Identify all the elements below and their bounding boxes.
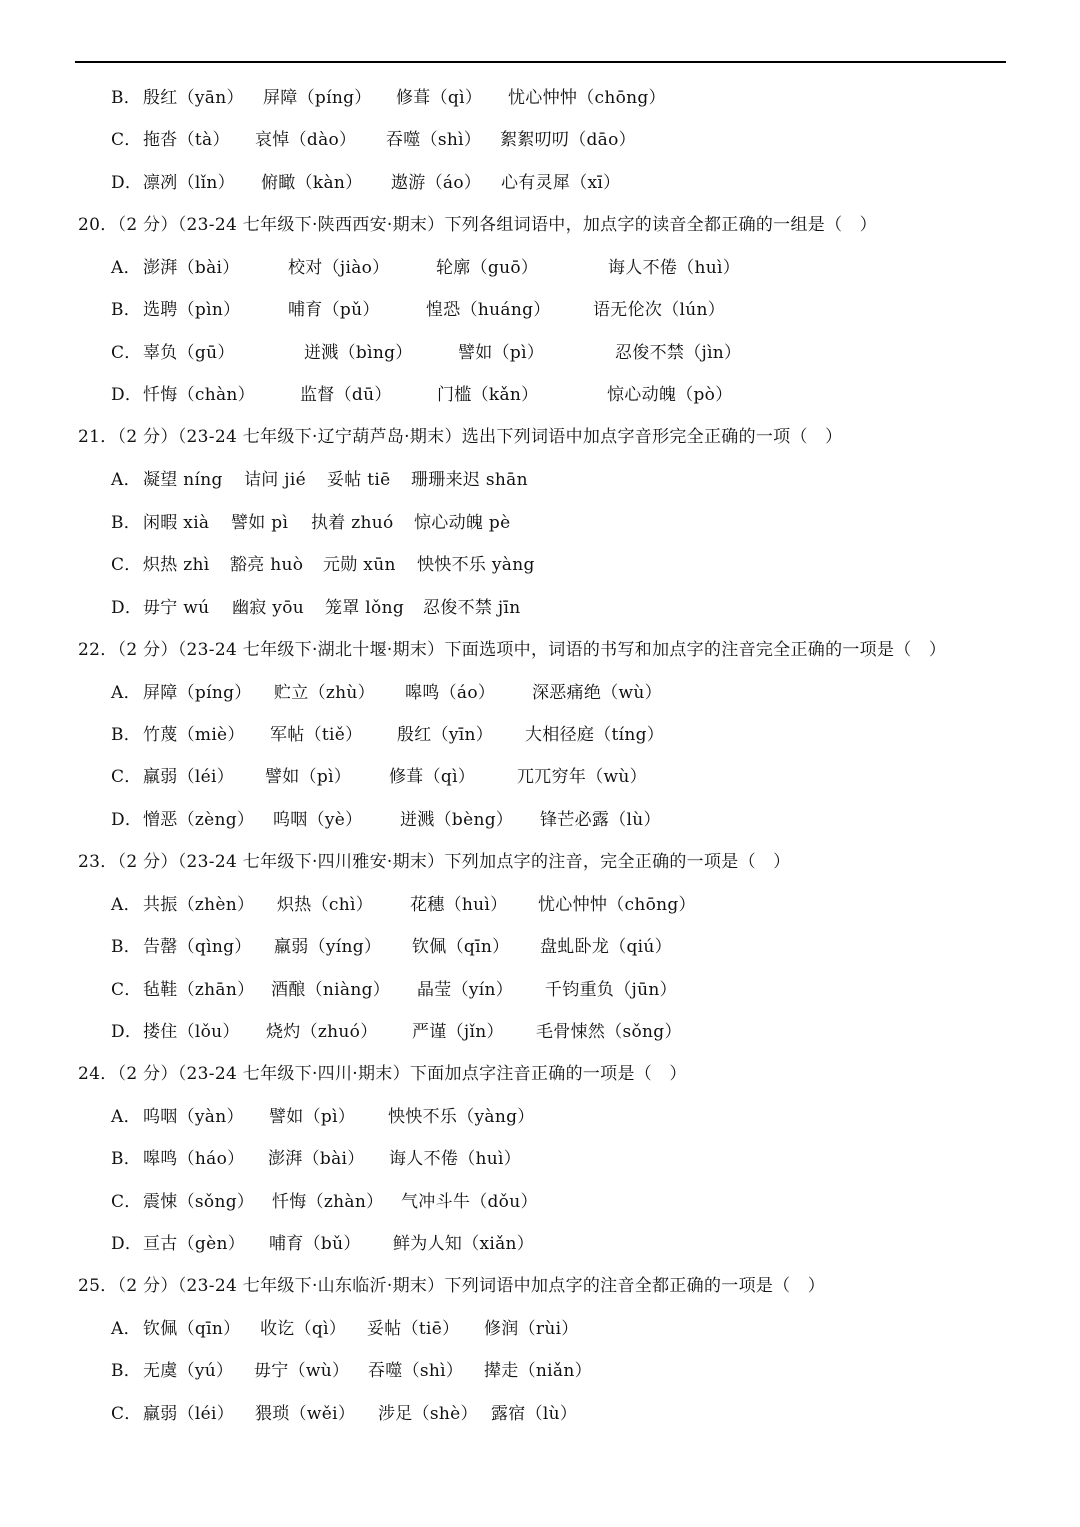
option-word: 鲜为人知（xiǎn） [393, 1234, 535, 1254]
option-row [111, 299, 725, 321]
option-word: 闲暇 xià [143, 513, 210, 533]
question-stem: 20．（2 分）（23-24 七年级下·陕西西安·期末）下列各组词语中，加点字的读音全都正确的一组是（ ） [78, 215, 877, 235]
option-word: 严谨（jǐn） [412, 1022, 504, 1042]
option-word: 诘问 jié [244, 470, 306, 490]
option-label: A． [111, 470, 141, 490]
option-row [111, 342, 741, 364]
option-word: 忍俊不禁（jìn） [615, 343, 742, 363]
option-word: 千钧重负（jūn） [545, 980, 677, 1000]
option-word: 哀悼（dào） [255, 130, 357, 150]
option-word: 炽热 zhì [143, 555, 210, 575]
option-row [111, 766, 647, 788]
option-label: A． [111, 1107, 141, 1127]
option-word: 忏悔（zhàn） [272, 1192, 384, 1212]
option-label: B． [111, 725, 142, 745]
option-row [111, 1360, 592, 1382]
option-word: 修润（rùi） [484, 1319, 579, 1339]
option-word: 花穗（huì） [410, 895, 508, 915]
option-word: 修葺（qì） [396, 88, 483, 108]
option-row [111, 129, 636, 151]
option-word: 屏障（píng） [143, 683, 252, 703]
option-row [111, 1403, 577, 1425]
option-row [111, 87, 666, 109]
option-row [111, 1233, 534, 1255]
option-label: C． [111, 1192, 142, 1212]
option-word: 惶恐（huáng） [426, 300, 551, 320]
option-word: 吞噬（shì） [386, 130, 482, 150]
option-word: 哺育（bǔ） [269, 1234, 361, 1254]
option-word: 羸弱（léi） [143, 1404, 235, 1424]
option-word: 猥琐（wěi） [255, 1404, 356, 1424]
option-word: 心有灵犀（xī） [501, 173, 621, 193]
option-word: 毋宁 wú [143, 598, 210, 618]
option-label: D． [111, 810, 143, 830]
option-word: 怏怏不乐 yàng [417, 555, 535, 575]
option-word: 毡鞋（zhān） [143, 980, 255, 1000]
option-word: 譬如（pì） [458, 343, 545, 363]
option-label: A． [111, 258, 141, 278]
option-word: 妥帖 tiē [327, 470, 391, 490]
option-word: 惊心动魄（pò） [607, 385, 733, 405]
question-stem: 25．（2 分）（23-24 七年级下·山东临沂·期末）下列词语中加点字的注音全都正确的一项是（ ） [78, 1276, 826, 1296]
option-word: 诲人不倦（huì） [608, 258, 741, 278]
option-word: 震悚（sǒng） [143, 1192, 255, 1212]
option-label: C． [111, 555, 142, 575]
option-word: 忍俊不禁 jīn [423, 598, 521, 618]
option-word: 钦佩（qīn） [412, 937, 510, 957]
option-word: 门槛（kǎn） [437, 385, 539, 405]
option-label: D． [111, 598, 143, 618]
option-word: 涉足（shè） [378, 1404, 478, 1424]
option-row [111, 172, 620, 194]
option-label: B． [111, 1149, 142, 1169]
option-label: B． [111, 1361, 142, 1381]
option-word: 监督（dū） [300, 385, 392, 405]
option-row [111, 979, 677, 1001]
option-word: 元勋 xūn [323, 555, 396, 575]
option-label: A． [111, 683, 141, 703]
option-word: 诲人不倦（huì） [389, 1149, 522, 1169]
option-word: 告罄（qìng） [143, 937, 252, 957]
option-row [111, 724, 664, 746]
option-word: 执着 zhuó [311, 513, 394, 533]
option-label: D． [111, 1234, 143, 1254]
option-word: 搂住（lǒu） [143, 1022, 240, 1042]
option-word: 俯瞰（kàn） [261, 173, 363, 193]
option-word: 澎湃（bài） [143, 258, 240, 278]
option-row [111, 554, 535, 576]
option-word: 迸溅（bèng） [400, 810, 514, 830]
option-word: 无虞（yú） [143, 1361, 234, 1381]
option-word: 大相径庭（tíng） [525, 725, 665, 745]
option-word: 凝望 níng [143, 470, 223, 490]
option-word: 盘虬卧龙（qiú） [540, 937, 672, 957]
option-label: B． [111, 88, 142, 108]
option-word: 惊心动魄 pè [414, 513, 511, 533]
option-word: 露宿（lù） [491, 1404, 578, 1424]
option-word: 忧心忡忡（chōng） [508, 88, 666, 108]
option-label: B． [111, 513, 142, 533]
option-word: 吞噬（shì） [368, 1361, 464, 1381]
option-row [111, 1318, 579, 1340]
option-word: 气冲斗牛（dǒu） [401, 1192, 538, 1212]
option-word: 譬如（pì） [269, 1107, 356, 1127]
option-row [111, 1191, 538, 1213]
option-word: 毛骨悚然（sǒng） [536, 1022, 682, 1042]
question-stem: 21．（2 分）（23-24 七年级下·辽宁葫芦岛·期末）选出下列词语中加点字音形完全正确的一项（ ） [78, 427, 843, 447]
option-label: A． [111, 895, 141, 915]
option-word: 选聘（pìn） [143, 300, 241, 320]
option-word: 呜咽（yàn） [143, 1107, 244, 1127]
option-label: C． [111, 1404, 142, 1424]
option-word: 嗥鸣（háo） [143, 1149, 245, 1169]
option-word: 晶莹（yín） [417, 980, 514, 1000]
option-word: 殷红（yān） [143, 88, 244, 108]
option-word: 殷红（yīn） [397, 725, 494, 745]
option-label: D． [111, 385, 143, 405]
option-word: 拖沓（tà） [143, 130, 230, 150]
option-word: 凛冽（lǐn） [143, 173, 235, 193]
option-label: B． [111, 937, 142, 957]
option-label: A． [111, 1319, 141, 1339]
option-label: B． [111, 300, 142, 320]
option-word: 迸溅（bìng） [304, 343, 413, 363]
option-row [111, 1148, 521, 1170]
option-word: 憎恶（zèng） [143, 810, 255, 830]
option-label: C． [111, 130, 142, 150]
option-row [111, 1021, 682, 1043]
option-word: 忧心忡忡（chōng） [538, 895, 696, 915]
option-label: D． [111, 173, 143, 193]
option-word: 毋宁（wù） [254, 1361, 350, 1381]
option-word: 炽热（chì） [277, 895, 374, 915]
option-row [111, 1106, 535, 1128]
option-word: 锋芒必露（lù） [540, 810, 661, 830]
option-word: 酒酿（niàng） [271, 980, 391, 1000]
option-row [111, 809, 661, 831]
question-stem: 24．（2 分）（23-24 七年级下·四川·期末）下面加点字注音正确的一项是（ ） [78, 1064, 687, 1084]
option-word: 遨游（áo） [391, 173, 482, 193]
option-word: 轮廓（guō） [436, 258, 539, 278]
option-word: 妥帖（tiē） [367, 1319, 460, 1339]
question-stem: 22．（2 分）（23-24 七年级下·湖北十堰·期末）下面选项中，词语的书写和加点字的注音完全正确的一项是（ ） [78, 640, 947, 660]
option-word: 辜负（gū） [143, 343, 235, 363]
option-word: 羸弱（yíng） [274, 937, 382, 957]
option-word: 怏怏不乐（yàng） [388, 1107, 535, 1127]
option-word: 竹蔑（miè） [143, 725, 245, 745]
option-word: 幽寂 yōu [232, 598, 304, 618]
option-row [111, 257, 740, 279]
option-word: 珊珊来迟 shān [411, 470, 528, 490]
option-word: 军帖（tiě） [270, 725, 363, 745]
option-word: 亘古（gèn） [143, 1234, 245, 1254]
option-label: C． [111, 767, 142, 787]
header-rule [75, 61, 1006, 63]
option-word: 撵走（niǎn） [484, 1361, 592, 1381]
option-word: 贮立（zhù） [274, 683, 375, 703]
option-word: 屏障（píng） [263, 88, 372, 108]
option-word: 钦佩（qīn） [143, 1319, 241, 1339]
option-word: 收讫（qì） [260, 1319, 347, 1339]
option-word: 澎湃（bài） [268, 1149, 365, 1169]
option-word: 笼罩 lǒng [325, 598, 405, 618]
option-row [111, 682, 662, 704]
option-row [111, 512, 510, 534]
option-word: 哺育（pǔ） [288, 300, 380, 320]
option-label: C． [111, 343, 142, 363]
question-stem: 23．（2 分）（23-24 七年级下·四川雅安·期末）下列加点字的注音，完全正确的一项是（ ） [78, 852, 791, 872]
option-word: 譬如 pì [231, 513, 289, 533]
option-label: C． [111, 980, 142, 1000]
option-word: 呜咽（yè） [273, 810, 363, 830]
option-word: 譬如（pì） [265, 767, 352, 787]
option-word: 共振（zhèn） [143, 895, 255, 915]
option-label: D． [111, 1022, 143, 1042]
option-word: 嗥鸣（áo） [405, 683, 496, 703]
option-row [111, 936, 672, 958]
option-word: 烧灼（zhuó） [266, 1022, 378, 1042]
option-word: 豁亮 huò [230, 555, 304, 575]
option-row [111, 469, 528, 491]
option-word: 语无伦次（lún） [593, 300, 726, 320]
option-word: 絮絮叨叨（dāo） [500, 130, 636, 150]
option-word: 深恶痛绝（wù） [532, 683, 662, 703]
option-row [111, 597, 520, 619]
option-word: 修葺（qì） [389, 767, 476, 787]
option-row [111, 894, 696, 916]
option-word: 校对（jiào） [288, 258, 390, 278]
option-row [111, 384, 733, 406]
option-word: 兀兀穷年（wù） [517, 767, 647, 787]
option-word: 忏悔（chàn） [143, 385, 255, 405]
option-word: 羸弱（léi） [143, 767, 235, 787]
